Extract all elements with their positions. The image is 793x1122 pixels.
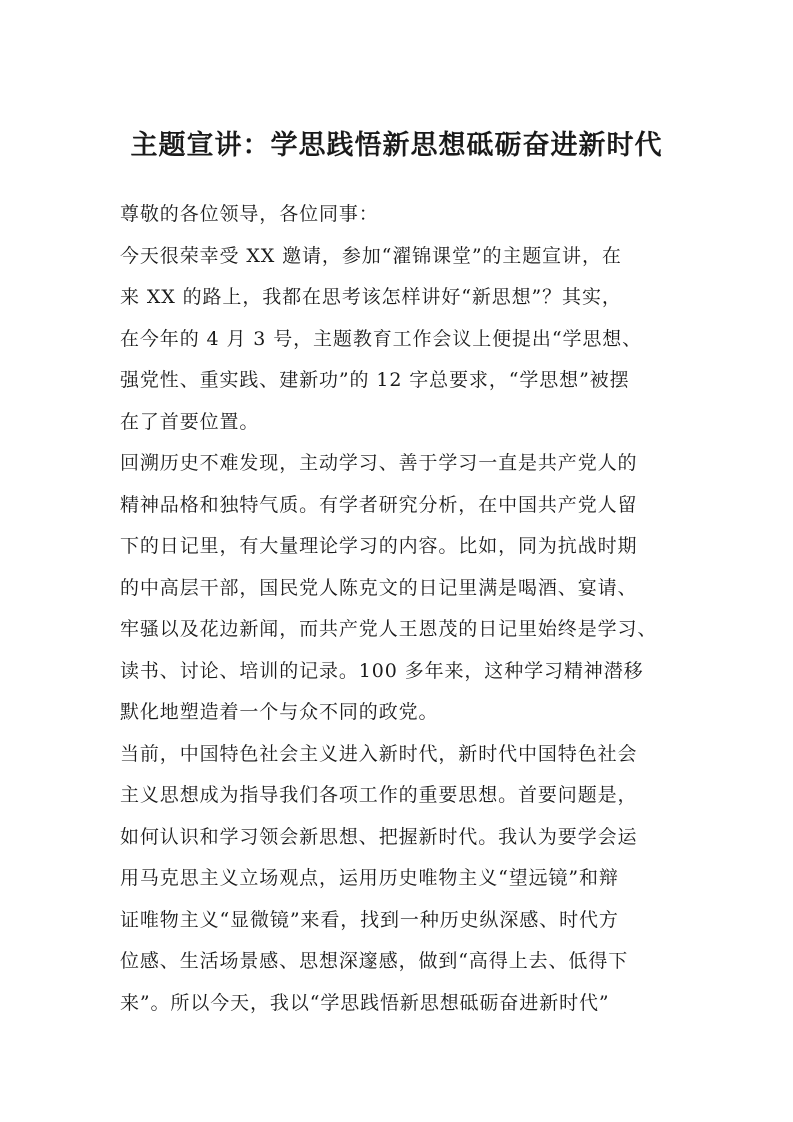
document-body	[120, 194, 690, 1024]
text-line: 回溯历史不难发现，主动学习、善于学习一直是共产党人的	[120, 452, 638, 474]
text-line: 今天很荣幸受 XX 邀请，参加“濯锦课堂”的主题宣讲，在	[120, 244, 622, 267]
text-line: 位感、生活场景感、思想深邃感，做到“高得上去、低得下	[120, 950, 629, 972]
salutation-line: 尊敬的各位领导，各位同事：	[120, 203, 379, 225]
text-line: 强党性、重实践、建新功”的 12 字总要求，“学思想”被摆	[120, 369, 630, 391]
text-line: 精神品格和独特气质。有学者研究分析，在中国共产党人留	[120, 493, 638, 516]
text-line: 来”。所以今天，我以“学思践悟新思想砥砺奋进新时代”	[120, 991, 610, 1014]
text-line: 在了首要位置。	[120, 410, 260, 433]
text-line: 的中高层干部，国民党人陈克文的日记里满是喝酒、宴请、	[120, 576, 638, 599]
text-line: 读书、讨论、培训的记录。100 多年来，这种学习精神潜移	[120, 659, 644, 682]
text-line: 在今年的 4 月 3 号，主题教育工作会议上便提出“学思想、	[120, 327, 643, 350]
text-line: 如何认识和学习领会新思想、把握新时代。我认为要学会运	[120, 825, 638, 848]
text-line: 证唯物主义“显微镜”来看，找到一种历史纵深感、时代方	[120, 908, 619, 931]
document-title: 主题宣讲：学思践悟新思想砥砺奋进新时代	[130, 130, 663, 161]
text-line: 主义思想成为指导我们各项工作的重要思想。首要问题是，	[120, 784, 638, 806]
text-line: 用马克思主义立场观点，运用历史唯物主义“望远镜”和辩	[120, 867, 619, 889]
text-line: 默化地塑造着一个与众不同的政党。	[120, 701, 439, 723]
text-line: 来 XX 的路上，我都在思考该怎样讲好“新思想”？其实，	[120, 286, 622, 308]
text-line: 当前，中国特色社会主义进入新时代，新时代中国特色社会	[120, 742, 638, 765]
text-line: 下的日记里，有大量理论学习的内容。比如，同为抗战时期	[120, 535, 638, 557]
text-line: 牢骚以及花边新闻，而共产党人王恩茂的日记里始终是学习、	[120, 618, 658, 640]
